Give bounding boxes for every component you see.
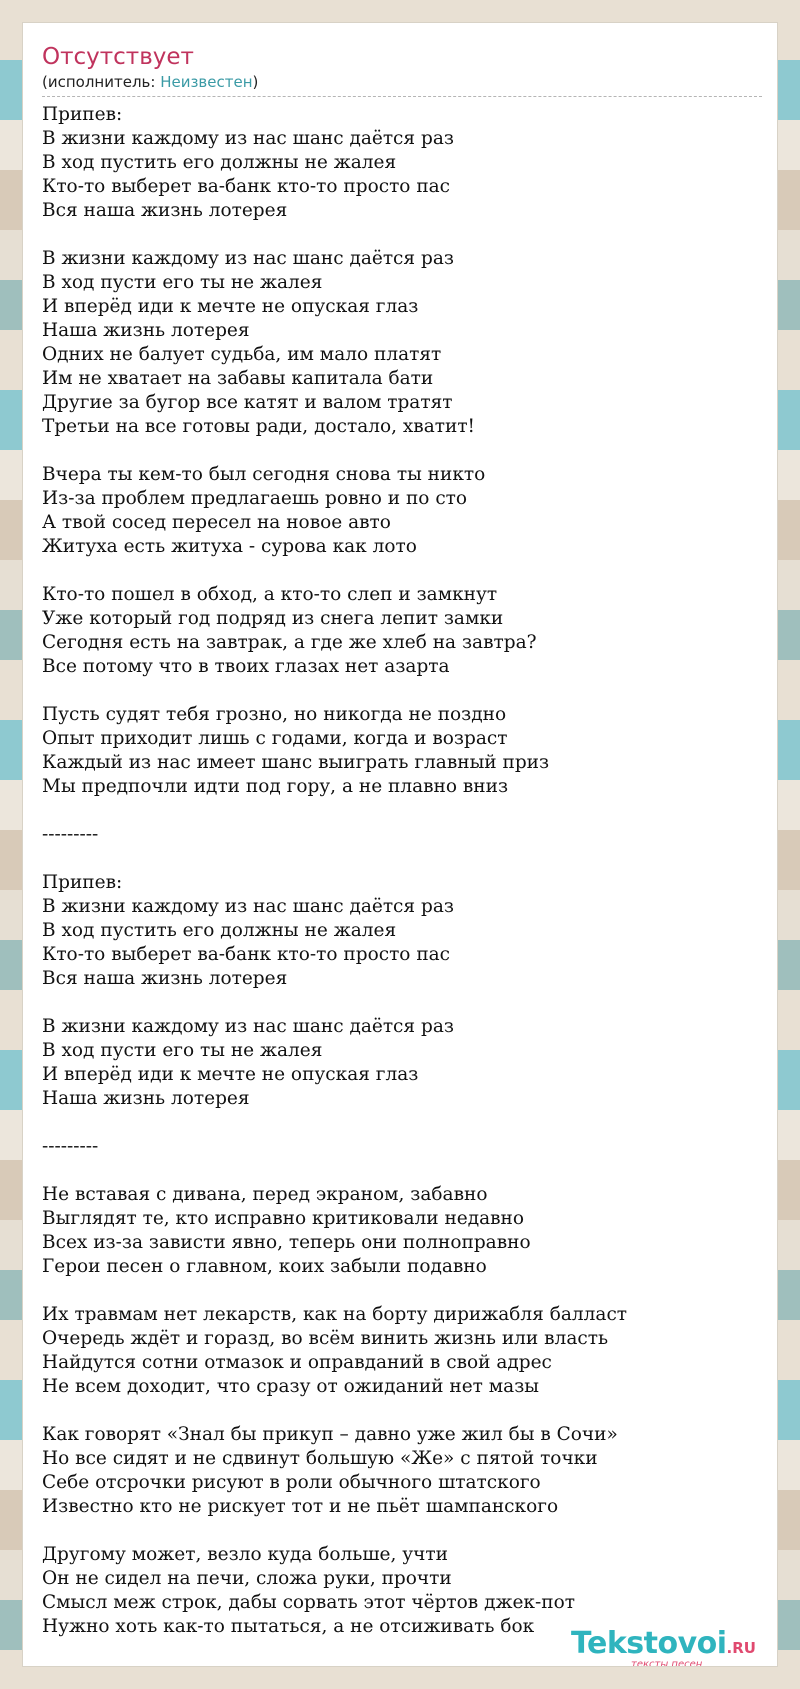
- lyric-line: Не всем доходит, что сразу от ожиданий нет мазы: [42, 1376, 540, 1397]
- lyric-line: Известно кто не рискует тот и не пьёт шампанского: [42, 1496, 559, 1517]
- lyric-line: Вся наша жизнь лотерея: [42, 968, 288, 989]
- lyric-line: Он не сидел на печи, сложа руки, прочти: [42, 1568, 452, 1589]
- lyric-line: Кто-то выберет ва-банк кто-то просто пас: [42, 176, 451, 197]
- lyric-line: Кто-то пошел в обход, а кто-то слеп и замкнут: [42, 584, 498, 605]
- lyric-line: Припев:: [42, 872, 123, 893]
- lyric-line: Из-за проблем предлагаешь ровно и по сто: [42, 488, 468, 509]
- lyric-line: Выглядят те, кто исправно критиковали недавно: [42, 1208, 525, 1229]
- performer-suffix: ): [252, 73, 259, 91]
- lyric-line: ---------: [42, 824, 99, 845]
- lyric-line: Наша жизнь лотерея: [42, 1088, 250, 1109]
- lyrics-stanza: [42, 247, 772, 439]
- lyric-line: Все потому что в твоих глазах нет азарта: [42, 656, 450, 677]
- lyric-line: В ход пустить его должны не жалея: [42, 920, 397, 941]
- lyric-line: И вперёд иди к мечте не опуская глаз: [42, 1064, 419, 1085]
- lyrics-stanza: [42, 463, 772, 559]
- lyrics-stanza: [42, 1015, 772, 1111]
- lyric-line: И вперёд иди к мечте не опуская глаз: [42, 296, 419, 317]
- lyrics-stanza: [42, 823, 772, 847]
- lyric-line: В жизни каждому из нас шанс даётся раз: [42, 128, 454, 149]
- lyric-line: Пусть судят тебя грозно, но никогда не поздно: [42, 704, 507, 725]
- lyric-line: Смысл меж строк, дабы сорвать этот чёртов джек-пот: [42, 1592, 575, 1613]
- lyric-line: Всех из-за зависти явно, теперь они полноправно: [42, 1232, 531, 1253]
- lyric-line: Кто-то выберет ва-банк кто-то просто пас: [42, 944, 451, 965]
- lyric-line: Вся наша жизнь лотерея: [42, 200, 288, 221]
- lyrics-stanza: [42, 1543, 772, 1639]
- performer-line: [42, 72, 762, 92]
- lyric-line: В жизни каждому из нас шанс даётся раз: [42, 896, 454, 917]
- lyric-line: Другому может, везло куда больше, учти: [42, 1544, 448, 1565]
- lyric-line: В жизни каждому из нас шанс даётся раз: [42, 248, 454, 269]
- logo-tagline: тексты песен: [631, 1659, 703, 1667]
- lyric-line: Житуха есть житуха - сурова как лото: [42, 536, 417, 557]
- lyric-line: Нужно хоть как-то пытаться, а не отсиживать бок: [42, 1616, 535, 1637]
- lyric-line: Уже который год подряд из снега лепит замки: [42, 608, 504, 629]
- lyrics-text: [42, 103, 772, 1663]
- lyric-line: Вчера ты кем-то был сегодня снова ты никто: [42, 464, 486, 485]
- lyric-line: А твой сосед пересел на новое авто: [42, 512, 391, 533]
- artist-link[interactable]: Неизвестен: [160, 73, 253, 91]
- lyrics-stanza: [42, 583, 772, 679]
- lyric-line: В жизни каждому из нас шанс даётся раз: [42, 1016, 454, 1037]
- lyric-line: Герои песен о главном, коих забыли подавно: [42, 1256, 487, 1277]
- lyric-line: Найдутся сотни отмазок и оправданий в свой адрес: [42, 1352, 552, 1373]
- lyrics-stanza: [42, 1183, 772, 1279]
- lyric-line: Третьи на все готовы ради, достало, хватит!: [42, 416, 475, 437]
- song-header: [42, 42, 762, 97]
- lyric-line: Каждый из нас имеет шанс выиграть главный приз: [42, 752, 550, 773]
- lyric-line: ---------: [42, 1136, 99, 1157]
- lyrics-stanza: [42, 1303, 772, 1399]
- lyric-line: Себе отсрочки рисуют в роли обычного штатского: [42, 1472, 541, 1493]
- lyric-line: Их травмам нет лекарств, как на борту дирижабля балласт: [42, 1304, 628, 1325]
- lyrics-stanza: [42, 103, 772, 223]
- lyric-line: Как говорят «Знал бы прикуп – давно уже жил бы в Сочи»: [42, 1424, 618, 1445]
- lyric-line: Наша жизнь лотерея: [42, 320, 250, 341]
- lyric-line: Сегодня есть на завтрак, а где же хлеб на завтра?: [42, 632, 537, 653]
- lyric-line: Очередь ждёт и горазд, во всём винить жизнь или власть: [42, 1328, 609, 1349]
- lyric-line: Другие за бугор все катят и валом тратят: [42, 392, 453, 413]
- lyrics-stanza: [42, 1135, 772, 1159]
- lyric-line: Припев:: [42, 104, 123, 125]
- logo-tld: .RU: [726, 1639, 756, 1657]
- lyric-line: В ход пусти его ты не жалея: [42, 1040, 323, 1061]
- lyric-line: Опыт приходит лишь с годами, когда и возраст: [42, 728, 508, 749]
- lyric-line: Не вставая с дивана, перед экраном, забавно: [42, 1184, 488, 1205]
- performer-prefix: (исполнитель:: [42, 73, 161, 91]
- lyric-line: Но все сидят и не сдвинут большую «Же» с пятой точки: [42, 1448, 598, 1469]
- site-logo[interactable]: [571, 1627, 771, 1667]
- lyrics-stanza: [42, 1423, 772, 1519]
- lyric-line: В ход пустить его должны не жалея: [42, 152, 397, 173]
- logo-name: Tekstovoi: [571, 1626, 727, 1661]
- lyrics-stanza: [42, 871, 772, 991]
- lyric-line: Мы предпочли идти под гору, а не плавно вниз: [42, 776, 509, 797]
- lyrics-stanza: [42, 703, 772, 799]
- lyric-line: Им не хватает на забавы капитала бати: [42, 368, 434, 389]
- song-title: Отсутствует: [42, 44, 194, 70]
- lyric-line: Одних не балует судьба, им мало платят: [42, 344, 442, 365]
- lyric-line: В ход пусти его ты не жалея: [42, 272, 323, 293]
- lyrics-card: [22, 22, 778, 1667]
